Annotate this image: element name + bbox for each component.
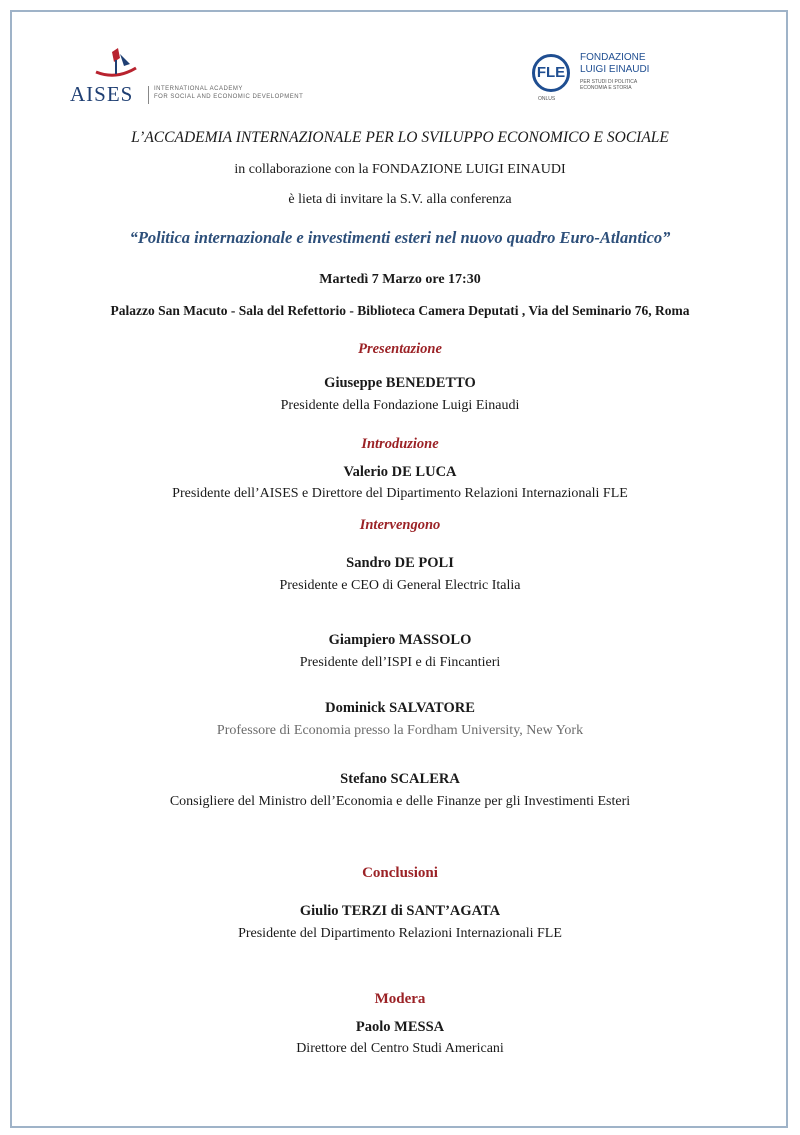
speaker-name-scalera: Stefano SCALERA: [340, 771, 460, 787]
organization-name: L’ACCADEMIA INTERNAZIONALE PER LO SVILUPPO ECONOMICO E SOCIALE: [131, 129, 669, 146]
speaker-role-scalera: Consigliere del Ministro dell’Economia e delle Finanze per gli Investimenti Esteri: [169, 794, 631, 809]
event-date-time: Martedì 7 Marzo ore 17:30: [319, 272, 481, 287]
conference-title: “Politica internazionale e investimenti esteri nel nuovo quadro Euro-Atlantico”: [129, 228, 671, 247]
speaker-role-benedetto: Presidente della Fondazione Luigi Einaudi: [280, 398, 520, 413]
fle-logo: [530, 50, 720, 110]
section-intervengono: Intervengono: [359, 517, 441, 533]
fle-onlus: ONLUS: [538, 96, 556, 102]
section-modera: Modera: [374, 991, 426, 1007]
speaker-role-de-poli: Presidente e CEO di General Electric Italia: [279, 578, 521, 593]
aises-subtitle-line2: FOR SOCIAL AND ECONOMIC DEVELOPMENT: [154, 94, 304, 100]
aises-emblem-icon: [90, 46, 142, 82]
speaker-name-messa: Paolo MESSA: [355, 1019, 445, 1035]
fle-tag-line1: PER STUDI DI POLITICA: [580, 79, 638, 85]
speaker-role-salvatore: Professore di Economia presso la Fordham University, New York: [216, 723, 584, 738]
fle-name-line2: LUIGI EINAUDI: [580, 64, 650, 75]
speaker-name-massolo: Giampiero MASSOLO: [328, 632, 472, 648]
speaker-name-terzi: Giulio TERZI di SANT’AGATA: [299, 903, 501, 919]
fle-tagline: [580, 79, 637, 91]
speaker-role-terzi: Presidente del Dipartimento Relazioni Internazionali FLE: [238, 926, 562, 941]
aises-subtitle: [154, 85, 303, 101]
fle-emblem-icon: FLE: [532, 54, 570, 92]
speaker-name-salvatore: Dominick SALVATORE: [325, 700, 475, 716]
fle-tag-line2: ECONOMIA E STORIA: [580, 85, 632, 91]
collaboration-line: in collaborazione con la FONDAZIONE LUIGI EINAUDI: [234, 162, 566, 177]
fle-name: [580, 52, 649, 76]
speaker-name-de-luca: Valerio DE LUCA: [343, 464, 457, 480]
speaker-role-messa: Direttore del Centro Studi Americani: [296, 1041, 504, 1056]
aises-subtitle-line1: INTERNATIONAL ACADEMY: [154, 86, 243, 92]
speaker-role-de-luca: Presidente dell’AISES e Direttore del Dipartimento Relazioni Internazionali FLE: [172, 486, 628, 501]
aises-divider: [148, 86, 149, 104]
fle-name-line1: FONDAZIONE: [580, 52, 646, 63]
section-introduzione: Introduzione: [361, 436, 439, 452]
event-venue: Palazzo San Macuto - Sala del Refettorio - Biblioteca Camera Deputati , Via del Seminario 76, Roma: [110, 303, 690, 318]
section-conclusioni: Conclusioni: [362, 865, 438, 881]
section-presentazione: Presentazione: [358, 341, 442, 357]
aises-logo: [70, 46, 340, 106]
speaker-name-benedetto: Giuseppe BENEDETTO: [324, 375, 476, 391]
speaker-name-de-poli: Sandro DE POLI: [346, 555, 454, 571]
speaker-role-massolo: Presidente dell’ISPI e di Fincantieri: [299, 655, 501, 670]
invitation-line: è lieta di invitare la S.V. alla conferenza: [288, 192, 512, 207]
aises-wordmark: AISES: [70, 82, 134, 106]
